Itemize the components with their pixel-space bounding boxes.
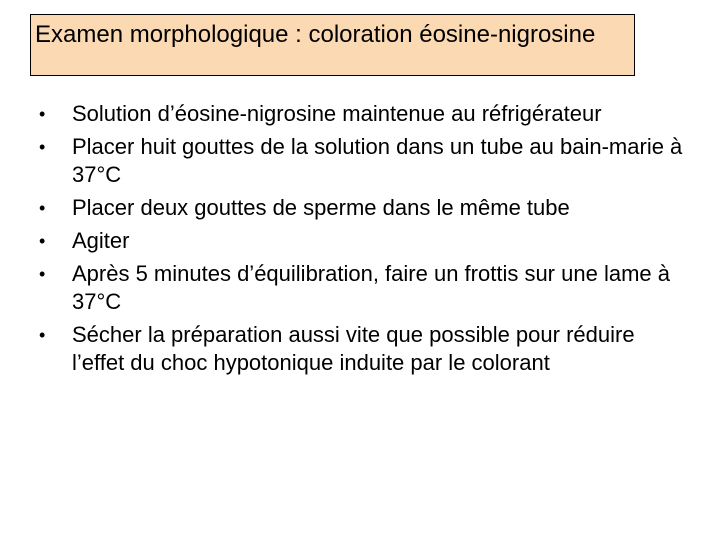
bullet-text: Solution d’éosine-nigrosine maintenue au réfrigérateur	[72, 101, 602, 126]
bullet-marker: •	[39, 104, 46, 124]
slide-title-box	[30, 14, 635, 76]
bullet-item	[28, 321, 688, 377]
slide-title: Examen morphologique : coloration éosine-nigrosine	[35, 21, 596, 48]
bullet-text: Placer deux gouttes de sperme dans le même tube	[72, 195, 570, 220]
bullet-text: Après 5 minutes d’équilibration, faire un frottis sur une lame à 37°C	[72, 261, 670, 314]
bullet-item	[28, 133, 688, 189]
bullet-marker: •	[39, 137, 46, 157]
bullet-text: Agiter	[72, 228, 130, 253]
bullet-marker: •	[39, 264, 46, 284]
bullet-item	[28, 100, 688, 128]
bullet-marker: •	[39, 198, 46, 218]
bullet-list	[28, 100, 688, 382]
bullet-item	[28, 260, 688, 316]
bullet-text: Placer huit gouttes de la solution dans un tube au bain-marie à 37°C	[72, 134, 683, 187]
bullet-marker: •	[39, 325, 46, 345]
bullet-item	[28, 194, 688, 222]
bullet-text: Sécher la préparation aussi vite que possible pour réduire l’effet du choc hypotonique induite par le colorant	[72, 322, 635, 375]
bullet-marker: •	[39, 231, 46, 251]
bullet-item	[28, 227, 688, 255]
